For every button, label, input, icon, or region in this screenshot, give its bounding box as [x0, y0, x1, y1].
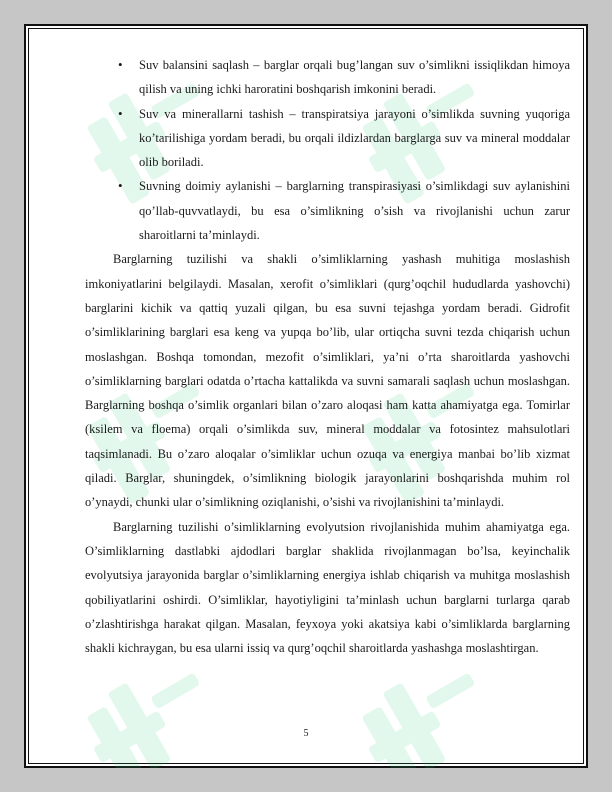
paragraph: Barglarning tuzilishi va shakli o’simliklarning yashash muhitiga moslashish imkoniyatlarini belgilaydi. Masalan, xerofit o’simliklari (qurg’oqchil hududlarda yashovchi) barglarini kichik va qattiq yuzali qilgan, bu esa suvni tejashga yordam beradi. Gidrofit o’simliklarining barglari esa keng va yupqa bo’lib, ular ortiqcha suvni tezda chiqarish uchun moslashgan. Boshqa tomondan, mezofit o’simliklari, ya’ni o’rta sharoitlarda yashovchi o’simliklarning barglari odatda o’rtacha kattalikda va suvni samarali saqlash uchun moslashgan. Barglarning boshqa o’simlik organlari bilan o’zaro aloqasi ham katta ahamiyatga ega. Tomirlar (ksilem va floema) orqali o’simlikda suv, mineral moddalar va fotosintez mahsulotlari taqsimlanadi. Bu o’zaro aloqalar o’simliklar uchun ozuqa va energiya manbai bo’lib xizmat qiladi. Barglar, shuningdek, o’simlikning biologik jarayonlarini boshqarishda muhim rol o’ynaydi, chunki ular o’simlikning oziqlanishi, o’sishi va rivojlanishini ta’minlaydi.	[85, 252, 570, 510]
bullet-icon: •	[118, 178, 123, 194]
list-item	[85, 102, 570, 175]
bullet-icon: •	[118, 57, 123, 72]
list-item	[85, 174, 570, 247]
document-body	[85, 53, 570, 660]
paragraph: Barglarning tuzilishi o’simliklarning evolyutsion rivojlanishida muhim ahamiyatga ega. O’simliklarning dastlabki ajdodlari barglar shaklida rivojlanmagan bo’lsa, keyinchalik evolyutsiya jarayonida barglar o’simliklarning energiya ishlab chiqarish va muhitga moslashish qobiliyatlarini oshirdi. O’simliklar, hayotiyligini ta’minlash uchun barglarni turlarga qarab o’zlashtirishga harakat qilgan. Masalan, feyxoya yoki akatsiya kabi o’simliklarda barglarning shakli kichraygan, bu esa ularni issiq va qurg’oqchil sharoitlarda yashashga moslashtirgan.	[85, 519, 570, 656]
document-page	[24, 24, 588, 768]
bullet-list	[85, 53, 570, 247]
list-item	[85, 53, 570, 102]
page-number: 5	[303, 728, 309, 739]
bullet-text: Suvning doimiy aylanishi – barglarning transpirasiyasi o’simlikdagi suv aylanishini qo’llab-quvvatlaydi, bu esa o’simlikning o’sish va rivojlanishi uchun zarur sharoitlarni ta’minlaydi.	[139, 179, 570, 243]
bullet-icon: •	[118, 105, 123, 121]
bullet-text: Suv balansini saqlash – barglar orqali bug’langan suv o’simlikni issiqlikdan himoya qilish va uning ichki haroratini boshqarish imkonini beradi.	[139, 58, 570, 97]
bullet-text: Suv va minerallarni tashish – transpiratsiya jarayoni o’simlikda suvning yuqoriga ko’tarilishiga yordam beradi, bu orqali ildizlardan barglarga suv va mineral moddalar olib boriladi.	[139, 106, 570, 170]
